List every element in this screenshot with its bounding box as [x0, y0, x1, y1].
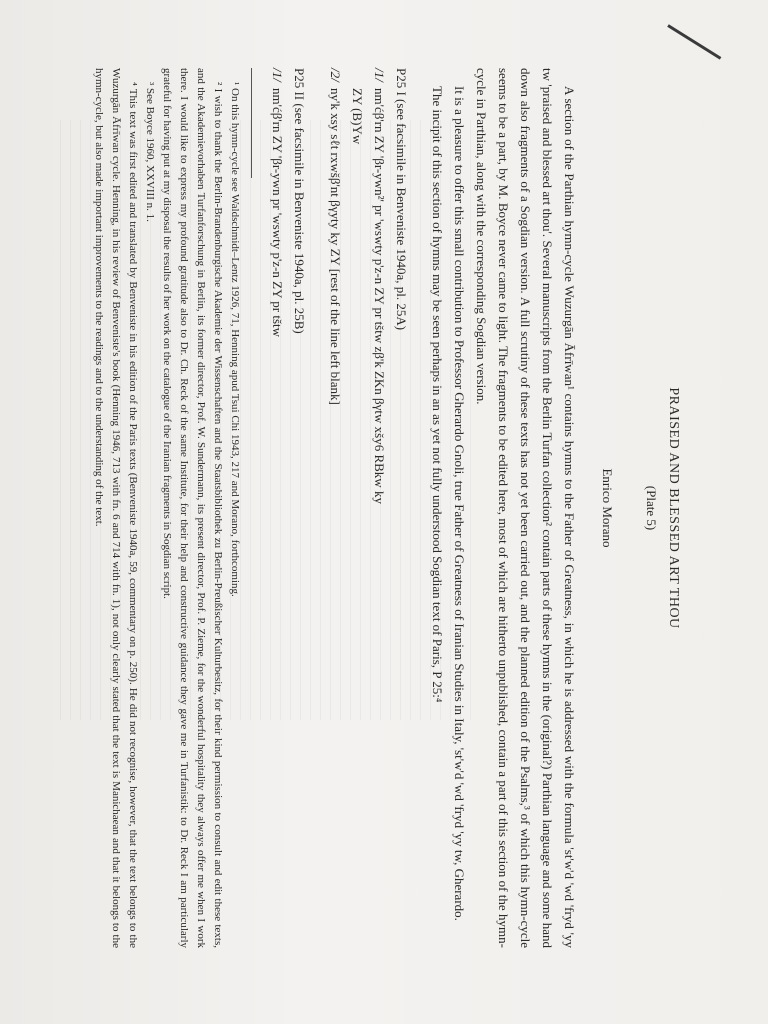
section-p25-ii-heading: P25 II (see facsimile in Benveniste 1940a, pl. 25B): [292, 68, 307, 334]
section-p25-i-heading: P25 I (see facsimile in Benveniste 1940a, pl. 25A): [394, 68, 409, 331]
author-name: Enrico Morano: [600, 468, 615, 548]
p25-i-line-2: [324, 68, 346, 948]
footnote-3: ³ See Boyce 1960, XXVIII n. 1.: [144, 82, 156, 222]
rotated-document-page: [34, 8, 724, 1008]
article-title: PRAISED AND BLESSED ART THOU: [666, 387, 681, 629]
line-text: nm'ćβ'rn ZY 'βr-ywn pr 'wswty p'z-n ZY pr tštw: [270, 88, 285, 338]
footnotes: [90, 68, 243, 948]
line-number: /2/: [328, 68, 343, 82]
line-number: /1/: [372, 68, 387, 82]
line-text: nm'ćβ'rn ZY 'βr-ywn²' pr 'wswty p'z-n ZY pr tštw zβ'k ZKn βγtw xšy6 RBkw ky: [372, 88, 387, 504]
footnote-2: ² I wish to thank the Berlin-Brandenburgische Akademie der Wissenschaften and the Staatsbibliothek zu Berlin-Preußischer Kulturbesitz, for their kind permission to consult and edit these texts, and the Akademievorhaben Turfanforschung in Berlin, its former director, Prof. W. Sundermann, its present director, Prof. P. Zieme, for the wonderful hospitality they always offer me when I work there. I would like to express my profound gratitude also to Dr. Ch. Reck of the same Institute, for their help and constructive guidance they gave me in Turfanistik: to Dr. Reck I am particularly grateful for having put at my disposal the results of her work on the catalogue of the Iranian fragments in Sogdian script.: [161, 68, 224, 948]
footnote-1: ¹ On this hymn-cycle see Waldschmidt–Lentz 1926, 71, Henning apud Tsui Chi 1943, 217 and Morano, forthcoming.: [229, 82, 241, 597]
line-number: /1/: [270, 68, 285, 82]
paragraph-intro: A section of the Parthian hymn-cycle Wuzurgān Āfrīwan¹ contains hymns to the Father of Greatness, in which he is addressed with the formula 'st'w'd 'wd 'fryd 'yy tw 'praised and blessed art thou'. Several manuscripts from the Berlin Turfan collection² contain parts of these hymns in the (original?) Parthian language and some hand down also fragments of a Sogdian version. A full scrutiny of these texts has not yet been carried out, and the planned edition of the Psalms,³ of which this hymn-cycle seems to be a part, by M. Boyce never came to light. The fragments to be edited here, most of which are hitherto unpublished, contain a part of this section of the hymn-cycle in Parthian, along with the corresponding Sogdian version.: [474, 68, 577, 948]
line-text: ny'k xsy sℓt rxwšβ'nt βγyty ky ZY [rest of the line left blank]: [328, 88, 343, 405]
p25-ii-line-1: [266, 68, 288, 948]
p25-i-line-1-continued: ZY (B)Yw: [350, 88, 365, 145]
footnote-4: ⁴ This text was first edited and translated by Benveniste in his edition of the Paris texts (Benveniste 1940a, 59, commentary on p. 250). He did not recognise, however, that the text belongs to the Wuzurgān Āfrīwan cycle. Henning, in his review of Benveniste's book (Henning 1946, 713 with fn. 6 and 714 with fn. 1), not only clearly stated that the text is Manichaean and that it belongs to the hymn-cycle, but also made important improvements to the readings and to the understanding of the text.: [93, 68, 139, 948]
paragraph-incipit: The incipit of this section of hymns may be seen perhaps in an as yet not fully understood Sogdian text of Paris, P 25:⁴: [430, 86, 445, 703]
footnote-divider: [251, 68, 252, 178]
p25-i-line-1: [368, 68, 390, 948]
article-body: [90, 68, 580, 948]
title-block: [596, 68, 684, 948]
plate-reference: (Plate 5): [644, 485, 659, 531]
paragraph-dedication: It is a pleasure to offer this small contribution to Professor Gherardo Gnoli, true Father of Greatness of Iranian Studies in Italy, 'st'w'd 'wd 'fryd 'yy tw, Gherardo.: [452, 86, 467, 921]
